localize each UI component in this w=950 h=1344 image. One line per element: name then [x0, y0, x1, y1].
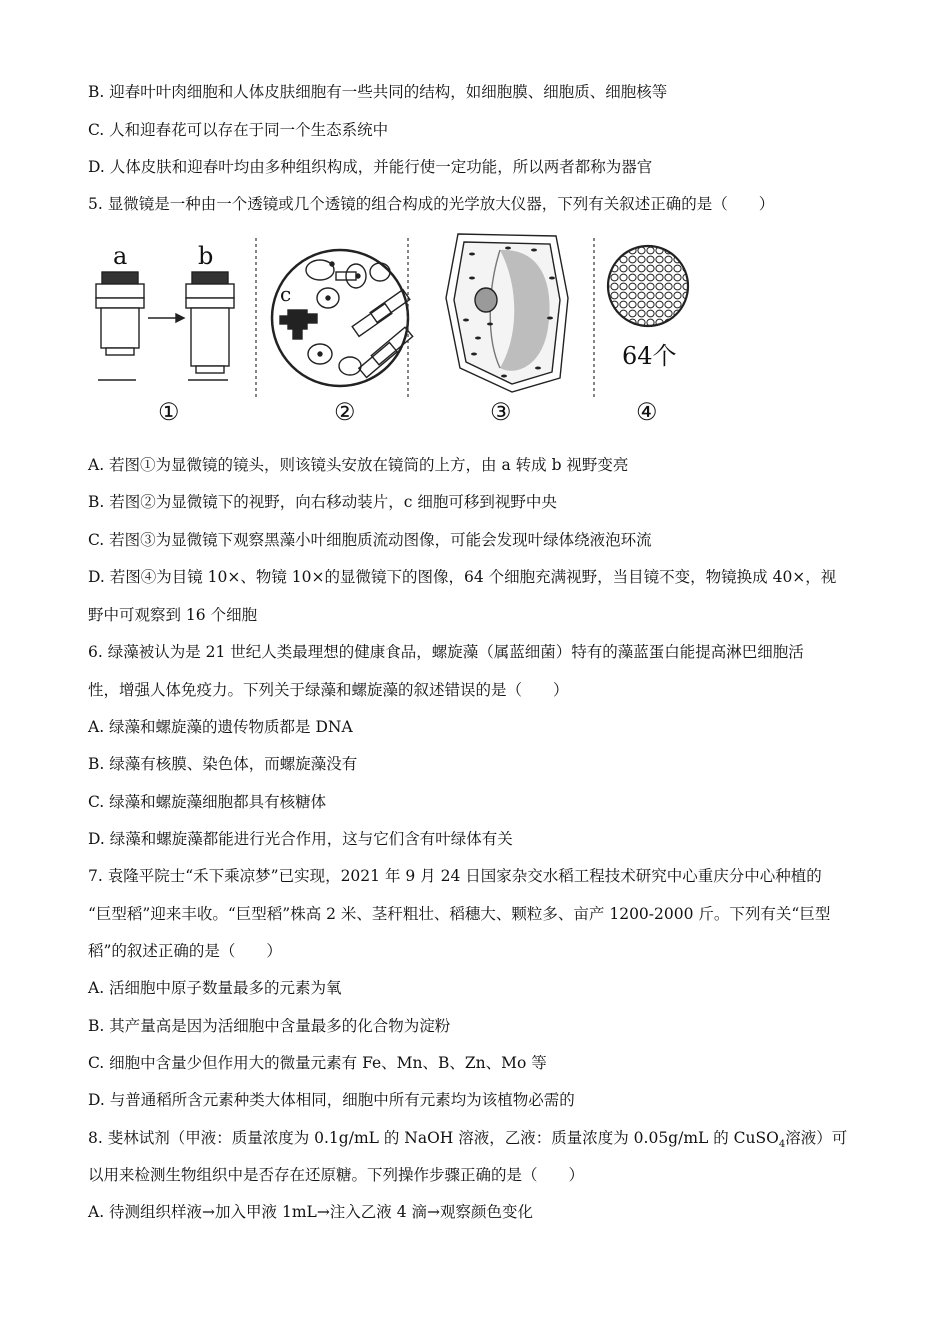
microscope-figure-svg [88, 228, 878, 433]
q8-subscript: 4 [778, 1139, 786, 1151]
q8-stem-part2: 溶液）可 [785, 1129, 848, 1147]
line-d-q4: D. 人体皮肤和迎春叶均由多种组织构成，并能行使一定功能，所以两者都称为器官 [88, 158, 653, 176]
q6-option-c: C. 绿藻和螺旋藻细胞都具有核糖体 [88, 793, 327, 811]
microscope-figure [88, 228, 878, 433]
cell-count-label: 64个 [622, 342, 677, 370]
panel-3-plant-cell [446, 234, 568, 392]
q5-option-a: A. 若图①为显微镜的镜头，则该镜头安放在镜筒的上方，由 a 转成 b 视野变亮 [88, 456, 629, 474]
q6-option-a: A. 绿藻和螺旋藻的遗传物质都是 DNA [88, 718, 353, 736]
question-7-stem-cont1: “巨型稻”迎来丰收。“巨型稻”株高 2 米、茎秆粗壮、稻穗大、颗粒多、亩产 1200-2000 斤。下列有关“巨型 [88, 905, 831, 923]
question-8-stem-cont: 以用来检测生物组织中是否存在还原糖。下列操作步骤正确的是（ ） [88, 1166, 585, 1184]
panel-label-3: ③ [490, 398, 512, 426]
q5-option-c: C. 若图③为显微镜下观察黑藻小叶细胞质流动图像，可能会发现叶绿体绕液泡环流 [88, 531, 652, 549]
question-5-stem: 5. 显微镜是一种由一个透镜或几个透镜的组合构成的光学放大仪器，下列有关叙述正确的是（ ） [88, 195, 775, 213]
panel-4-cell-field [608, 246, 688, 326]
question-6-stem-cont: 性，增强人体免疫力。下列关于绿藻和螺旋藻的叙述错误的是（ ） [88, 681, 569, 699]
q7-option-a: A. 活细胞中原子数量最多的元素为氧 [88, 979, 342, 997]
q8-option-a: A. 待测组织样液→加入甲液 1mL→注入乙液 4 滴→观察颜色变化 [88, 1203, 534, 1221]
panel-2-field-of-view [272, 250, 413, 386]
q7-option-b: B. 其产量高是因为活细胞中含量最多的化合物为淀粉 [88, 1017, 451, 1035]
label-b: b [198, 242, 214, 270]
question-7-stem: 7. 袁隆平院士“禾下乘凉梦”已实现，2021 年 9 月 24 日国家杂交水稻工程技术研究中心重庆分中心种植的 [88, 867, 822, 885]
q6-option-d: D. 绿藻和螺旋藻都能进行光合作用，这与它们含有叶绿体有关 [88, 830, 513, 848]
line-c-q4: C. 人和迎春花可以存在于同一个生态系统中 [88, 121, 389, 139]
label-c: c [280, 282, 292, 306]
panel-label-1: ① [158, 398, 180, 426]
question-6-stem: 6. 绿藻被认为是 21 世纪人类最理想的健康食品，螺旋藻（属蓝细菌）特有的藻蓝蛋白能提高淋巴细胞活 [88, 643, 804, 661]
question-8-stem [88, 1128, 848, 1151]
q7-option-d: D. 与普通稻所含元素种类大体相同，细胞中所有元素均为该植物必需的 [88, 1091, 575, 1109]
line-b-q4: B. 迎春叶叶肉细胞和人体皮肤细胞有一些共同的结构，如细胞膜、细胞质、细胞核等 [88, 83, 668, 101]
q5-option-b: B. 若图②为显微镜下的视野，向右移动装片，c 细胞可移到视野中央 [88, 493, 557, 511]
label-a: a [113, 242, 128, 270]
q7-option-c: C. 细胞中含量少但作用大的微量元素有 Fe、Mn、B、Zn、Mo 等 [88, 1054, 547, 1072]
question-7-stem-cont2: 稻”的叙述正确的是（ ） [88, 942, 282, 960]
q5-option-d-cont: 野中可观察到 16 个细胞 [88, 606, 258, 624]
q8-stem-part1: 8. 斐林试剂（甲液：质量浓度为 0.1g/mL 的 NaOH 溶液，乙液：质量浓度为 0.05g/mL 的 CuSO [88, 1129, 779, 1147]
q5-option-d: D. 若图④为目镜 10×、物镜 10×的显微镜下的图像，64 个细胞充满视野，当目镜不变，物镜换成 40×，视 [88, 568, 837, 586]
q6-option-b: B. 绿藻有核膜、染色体，而螺旋藻没有 [88, 755, 358, 773]
panel-label-4: ④ [636, 398, 658, 426]
panel-1-lenses [96, 242, 234, 380]
panel-label-2: ② [334, 398, 356, 426]
